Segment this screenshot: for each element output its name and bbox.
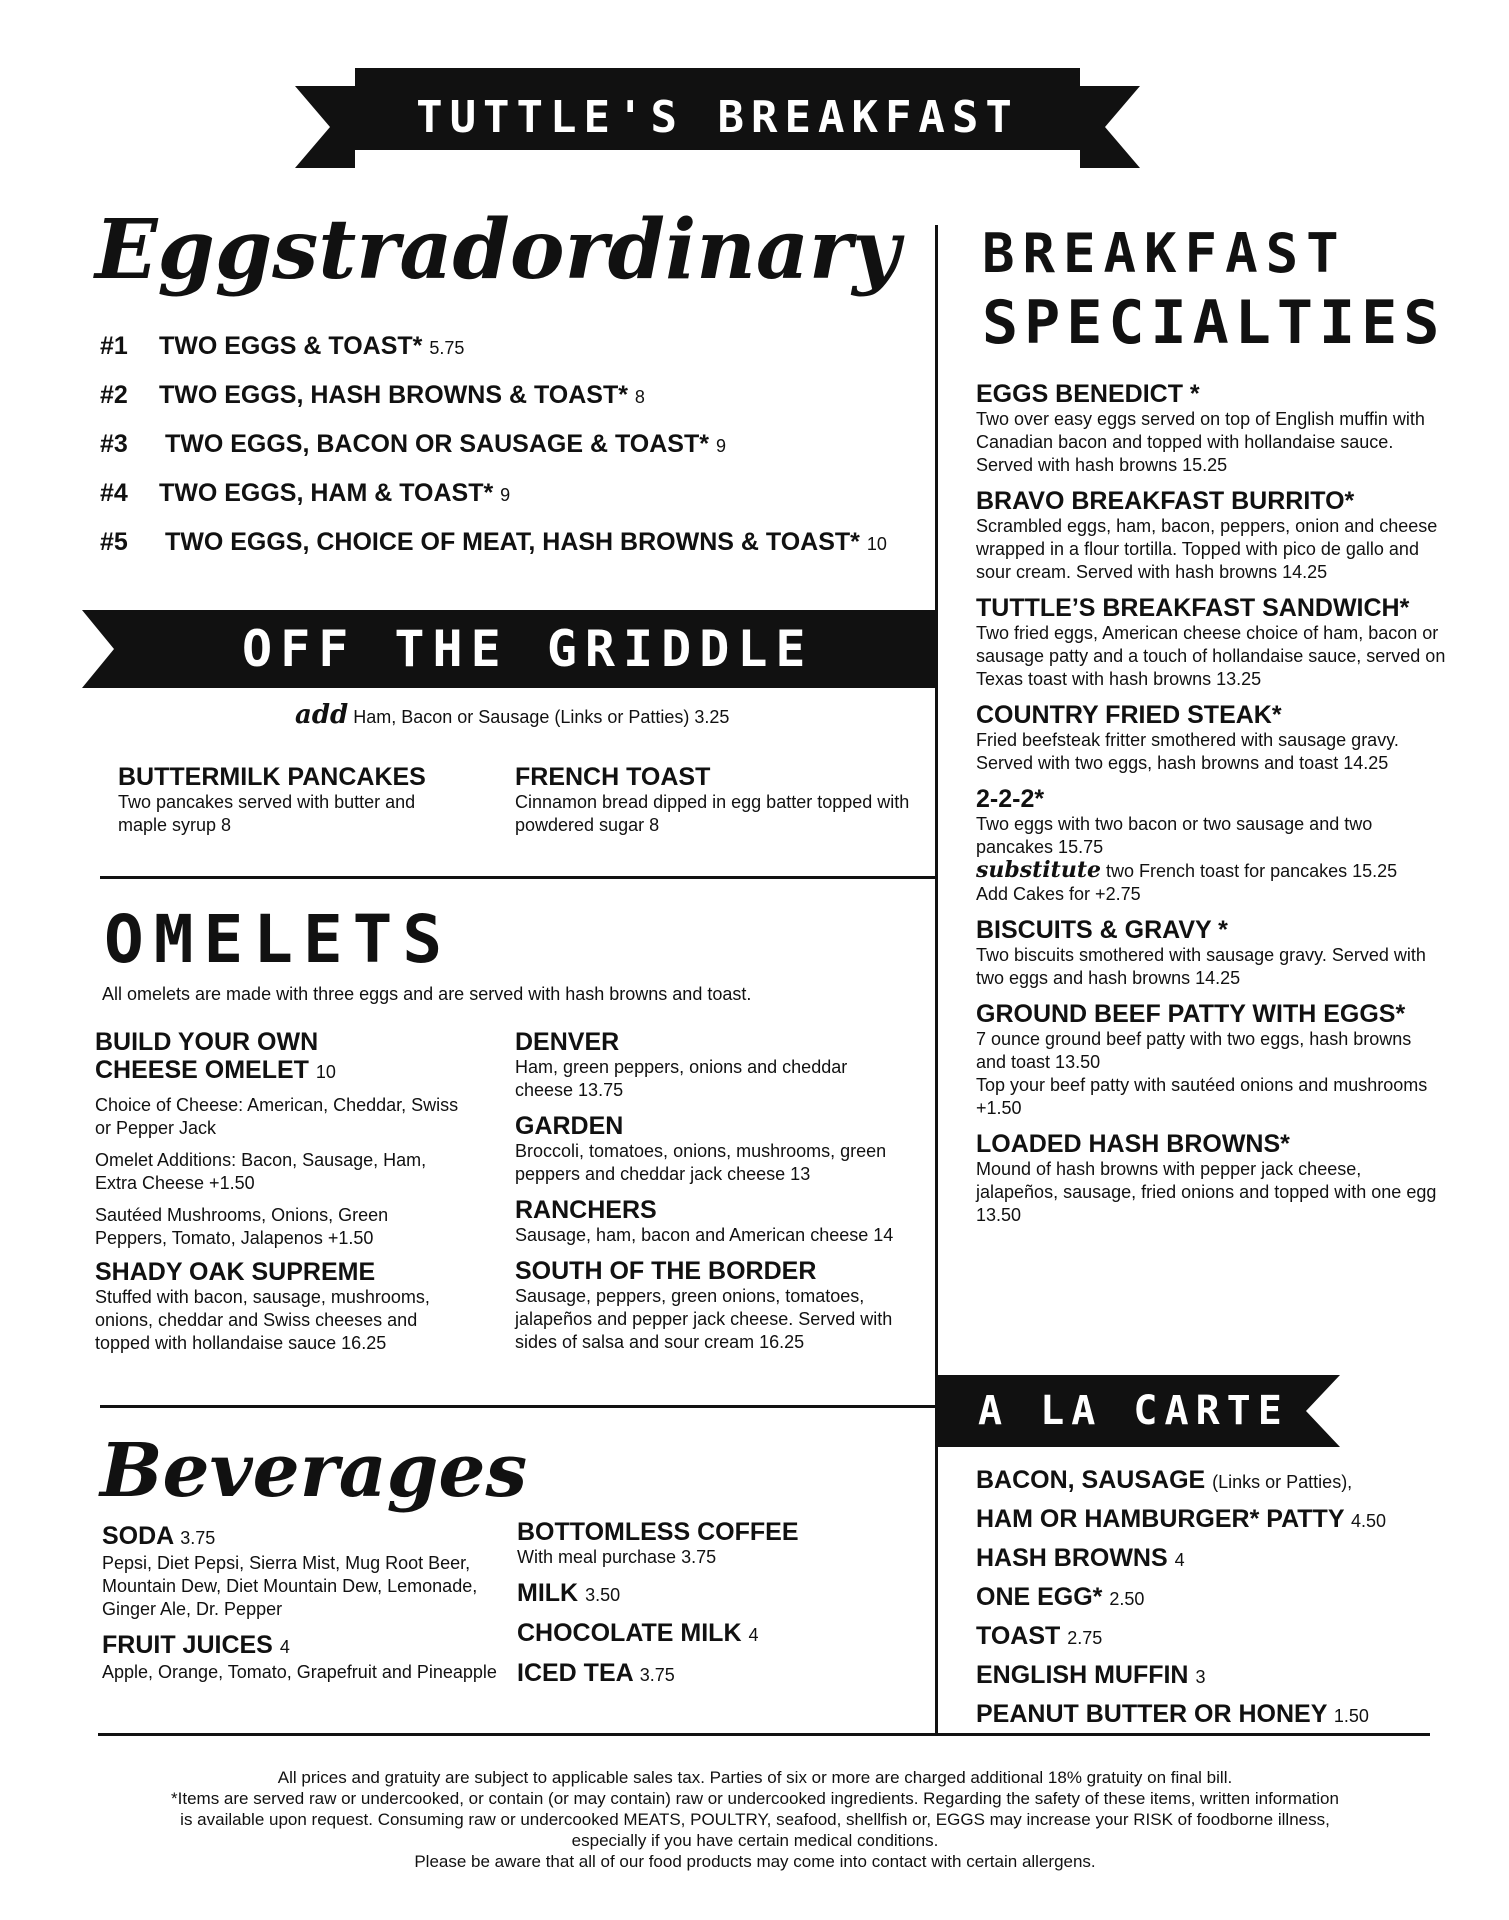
specialty-desc: Two biscuits smothered with sausage gravy. Served with two eggs and hash browns 14.25 (976, 945, 1426, 988)
juice-desc: Apple, Orange, Tomato, Grapefruit and Pineapple (102, 1662, 497, 1682)
coffee-name: BOTTOMLESS COFFEE (517, 1518, 799, 1546)
egg-item-name: TWO EGGS, HAM & TOAST* (158, 479, 494, 507)
carte-item-price: 4 (1174, 1550, 1185, 1570)
omelet-item-name: RANCHERS (515, 1196, 657, 1224)
specialty-item (976, 785, 1446, 906)
griddle-item-name: FRENCH TOAST (515, 763, 711, 791)
choc-name: CHOCOLATE MILK (517, 1619, 742, 1647)
column-divider (935, 225, 938, 1735)
egg-item-number: #4 (100, 479, 128, 507)
page-title: TUTTLE'S BREAKFAST (416, 92, 1019, 143)
shady-name: SHADY OAK SUPREME (95, 1258, 376, 1286)
tea-price: 3.75 (639, 1665, 675, 1685)
griddle-item-name: BUTTERMILK PANCAKES (118, 763, 426, 791)
specialty-name: GROUND BEEF PATTY WITH EGGS* (976, 1000, 1406, 1028)
omelet-item-desc: Broccoli, tomatoes, onions, mushrooms, green peppers and cheddar jack cheese 13 (515, 1141, 887, 1184)
footer-raw-warning: *Items are served raw or undercooked, or contain (or may contain) raw or undercooked ingredients. Regarding the safety of these items, written information is available upon request. Consuming raw or undercooked MEATS, POULTRY, seafood, shellfish or, EGGS may increase your RISK of foodborne illness, especially if you have certain medical conditions. (171, 1789, 1339, 1850)
carte-item-price: 2.75 (1067, 1628, 1103, 1648)
specialty-desc: Fried beefsteak fritter smothered with sausage gravy. Served with two eggs, hash browns and toast 14.25 (976, 730, 1399, 773)
egg-item (100, 381, 645, 410)
specialty-item (976, 594, 1446, 691)
egg-item (100, 430, 726, 459)
specialty-name: BISCUITS & GRAVY * (976, 916, 1228, 944)
griddle-item-desc: Cinnamon bread dipped in egg batter topped with powdered sugar 8 (515, 792, 910, 835)
carte-item-name: BACON, SAUSAGE (976, 1466, 1206, 1494)
griddle-item-desc: Two pancakes served with butter and maple syrup 8 (118, 792, 416, 835)
carte-item-name: HAM OR HAMBURGER* PATTY (976, 1505, 1345, 1533)
soda-price: 3.75 (180, 1528, 216, 1548)
specialty-desc: Mound of hash browns with pepper jack cheese, jalapeños, sausage, fried onions and topped with one egg 13.50 (976, 1159, 1437, 1225)
carte-item (976, 1618, 1431, 1657)
egg-item-price: 9 (500, 485, 511, 505)
soda-desc: Pepsi, Diet Pepsi, Sierra Mist, Mug Root Beer, Mountain Dew, Diet Mountain Dew, Lemonade, Ginger Ale, Dr. Pepper (102, 1553, 478, 1619)
omelet-item-name: SOUTH OF THE BORDER (515, 1257, 817, 1285)
byo-name: CHEESE OMELET (95, 1056, 309, 1084)
egg-item (100, 479, 510, 508)
divider-omelets-beverages (100, 1405, 935, 1408)
omelet-item (515, 1028, 900, 1102)
egg-item-name: TWO EGGS & TOAST* (158, 332, 423, 360)
specialty-item (976, 701, 1446, 775)
footer-allergen: Please be aware that all of our food products may come into contact with certain allergens. (414, 1852, 1096, 1871)
egg-item-number: #3 (100, 430, 128, 458)
divider-griddle-omelets (100, 876, 935, 879)
eggs-heading: Eggstradordinary (95, 202, 900, 298)
specialty-item (976, 487, 1446, 584)
specialty-name: COUNTRY FRIED STEAK* (976, 701, 1282, 729)
footer (170, 1767, 1340, 1872)
griddle-add-line (295, 700, 729, 730)
soda-name: SODA (102, 1522, 174, 1550)
milk-name: MILK (517, 1579, 579, 1607)
juice-price: 4 (279, 1637, 290, 1657)
carte-item-price: 2.50 (1109, 1589, 1145, 1609)
byo-cheese: Choice of Cheese: American, Cheddar, Swiss or Pepper Jack (95, 1095, 459, 1138)
egg-item-price: 5.75 (429, 338, 465, 358)
choc-line (517, 1619, 917, 1649)
byo-name-line2 (95, 1056, 465, 1086)
coffee-desc: With meal purchase 3.75 (517, 1547, 717, 1567)
carte-heading: A LA CARTE (978, 1388, 1289, 1434)
specialty-item (976, 1130, 1446, 1227)
omelet-item (515, 1257, 900, 1354)
griddle-add-word: add (295, 700, 349, 730)
carte-item-price: 1.50 (1333, 1706, 1369, 1726)
tea-line (517, 1659, 917, 1689)
omelet-item-name: DENVER (515, 1028, 620, 1056)
specialty-substitute (976, 859, 1446, 883)
footer-gratuity: All prices and gratuity are subject to applicable sales tax. Parties of six or more are charged additional 18% gratuity on final bill. (277, 1768, 1233, 1787)
egg-item (100, 332, 464, 361)
griddle-banner (82, 610, 935, 688)
omelet-item-desc: Ham, green peppers, onions and cheddar cheese 13.75 (515, 1057, 848, 1100)
juice-name: FRUIT JUICES (102, 1631, 273, 1659)
specialties-heading-line2: SPECIALTIES (982, 288, 1446, 358)
omelet-item-name: GARDEN (515, 1112, 624, 1140)
byo-name-line1: BUILD YOUR OWN (95, 1028, 319, 1056)
carte-item-price: 4.50 (1351, 1511, 1387, 1531)
omelets-heading: OMELETS (104, 901, 453, 978)
specialty-desc: Scrambled eggs, ham, bacon, peppers, onion and cheese wrapped in a flour tortilla. Topped with pico de gallo and sour cream. Served with hash browns 14.25 (976, 516, 1438, 582)
header-banner (295, 68, 1140, 168)
substitute-word: substitute (976, 857, 1101, 883)
milk-line (517, 1579, 917, 1609)
carte-item (976, 1579, 1431, 1618)
specialty-desc: Two eggs with two bacon or two sausage and two pancakes 15.75 (976, 814, 1373, 857)
carte-item (976, 1657, 1431, 1696)
specialties-list (976, 380, 1446, 1237)
specialty-name: EGGS BENEDICT * (976, 380, 1200, 408)
carte-item (976, 1696, 1431, 1735)
specialties-heading-line1: BREAKFAST (982, 222, 1347, 285)
specialty-add: Add Cakes for +2.75 (976, 884, 1141, 904)
egg-item-price: 9 (715, 436, 726, 456)
specialty-item (976, 1000, 1446, 1120)
specialty-name: BRAVO BREAKFAST BURRITO* (976, 487, 1355, 515)
omelet-right-column (515, 1028, 900, 1364)
egg-item (100, 528, 887, 557)
omelet-item (515, 1112, 900, 1186)
specialty-topping: Top your beef patty with sautéed onions and mushrooms +1.50 (976, 1075, 1428, 1118)
beverages-left-column (102, 1522, 502, 1684)
egg-item-number: #2 (100, 381, 128, 409)
specialty-item (976, 916, 1446, 990)
byo-veg: Sautéed Mushrooms, Onions, Green Peppers, Tomato, Jalapenos +1.50 (95, 1205, 389, 1248)
carte-banner (938, 1375, 1340, 1447)
specialty-name: LOADED HASH BROWNS* (976, 1130, 1290, 1158)
tea-name: ICED TEA (517, 1659, 633, 1687)
carte-list (976, 1462, 1431, 1735)
carte-item-name: TOAST (976, 1622, 1061, 1650)
specialty-desc: 7 ounce ground beef patty with two eggs, hash browns and toast 13.50 (976, 1029, 1412, 1072)
egg-item-number: #1 (100, 332, 128, 360)
omelet-item-desc: Sausage, ham, bacon and American cheese 14 (515, 1225, 894, 1245)
specialty-item (976, 380, 1446, 477)
carte-item (976, 1462, 1431, 1501)
carte-item-price: (Links or Patties), (1212, 1472, 1353, 1492)
griddle-item (515, 763, 915, 837)
beverages-right-column (517, 1518, 917, 1689)
egg-item-number: #5 (100, 528, 128, 556)
specialty-name: TUTTLE’S BREAKFAST SANDWICH* (976, 594, 1410, 622)
griddle-item (118, 763, 458, 837)
griddle-heading: OFF THE GRIDDLE (242, 620, 814, 678)
carte-item (976, 1501, 1431, 1540)
omelet-left-column (95, 1028, 465, 1355)
carte-item (976, 1540, 1431, 1579)
carte-item-price: 3 (1195, 1667, 1206, 1687)
carte-item-name: ENGLISH MUFFIN (976, 1661, 1189, 1689)
egg-item-price: 8 (634, 387, 645, 407)
choc-price: 4 (748, 1625, 759, 1645)
milk-price: 3.50 (585, 1585, 621, 1605)
substitute-text: two French toast for pancakes 15.25 (1106, 861, 1398, 881)
omelets-intro: All omelets are made with three eggs and are served with hash browns and toast. (102, 984, 752, 1004)
griddle-add-text: Ham, Bacon or Sausage (Links or Patties) 3.25 (353, 707, 730, 727)
carte-item-name: ONE EGG* (976, 1583, 1103, 1611)
omelet-item (515, 1196, 900, 1247)
egg-item-name: TWO EGGS, HASH BROWNS & TOAST* (158, 381, 628, 409)
beverages-heading: Beverages (100, 1428, 528, 1514)
juice-line (102, 1631, 502, 1661)
specialty-desc: Two over easy eggs served on top of English muffin with Canadian bacon and topped with hollandaise sauce. Served with hash browns 15.25 (976, 409, 1425, 475)
egg-item-name: TWO EGGS, CHOICE OF MEAT, HASH BROWNS & TOAST* (164, 528, 860, 556)
shady-desc: Stuffed with bacon, sausage, mushrooms, onions, cheddar and Swiss cheeses and topped with hollandaise sauce 16.25 (95, 1287, 430, 1353)
byo-additions: Omelet Additions: Bacon, Sausage, Ham, Extra Cheese +1.50 (95, 1150, 427, 1193)
specialty-name: 2-2-2* (976, 785, 1045, 813)
carte-item-name: PEANUT BUTTER OR HONEY (976, 1700, 1327, 1728)
specialty-desc: Two fried eggs, American cheese choice of ham, bacon or sausage patty and a touch of hollandaise sauce, served on Texas toast with hash browns 13.25 (976, 623, 1446, 689)
egg-item-name: TWO EGGS, BACON OR SAUSAGE & TOAST* (164, 430, 709, 458)
carte-item-name: HASH BROWNS (976, 1544, 1168, 1572)
egg-item-price: 10 (866, 534, 887, 554)
omelet-item-desc: Sausage, peppers, green onions, tomatoes, jalapeños and pepper jack cheese. Served with sides of salsa and sour cream 16.25 (515, 1286, 893, 1352)
byo-price: 10 (315, 1062, 336, 1082)
soda-line (102, 1522, 502, 1552)
